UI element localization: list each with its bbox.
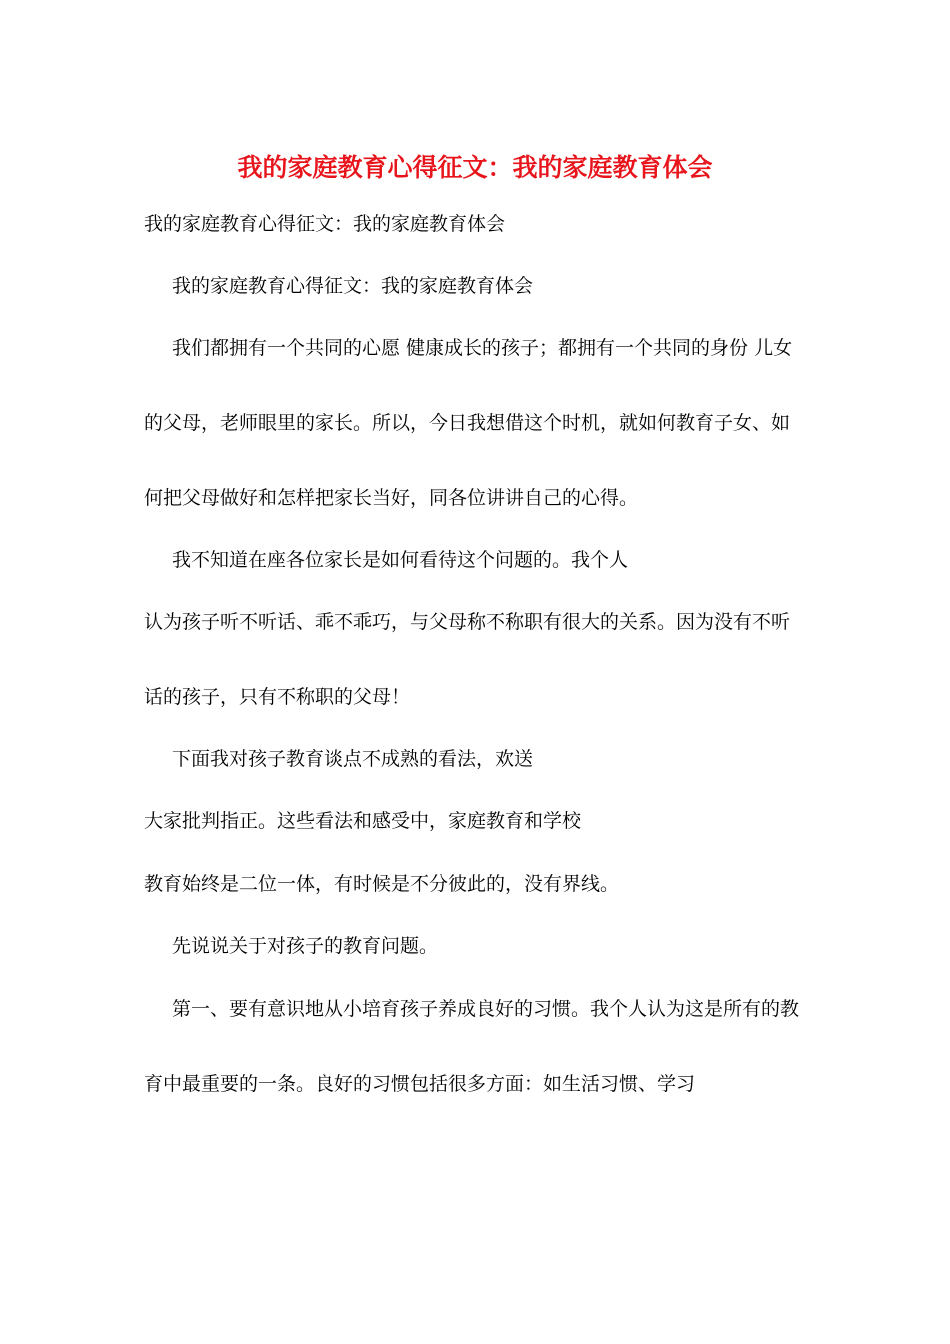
subtitle-line: 我的家庭教育心得征文：我的家庭教育体会 [144,213,506,235]
paragraph-line: 认为孩子听不听话、乖不乖巧，与父母称不称职有很大的关系。因为没有不听 [144,611,791,633]
paragraph-line: 大家批判指正。这些看法和感受中，家庭教育和学校 [144,810,582,832]
paragraph-line: 下面我对孩子教育谈点不成熟的看法，欢送 [172,748,534,770]
paragraph-line: 话的孩子，只有不称职的父母！ [144,686,411,708]
paragraph-line: 第一、要有意识地从小培育孩子养成良好的习惯。我个人认为这是所有的教 [172,998,800,1020]
paragraph-line: 先说说关于对孩子的教育问题。 [172,935,439,957]
paragraph-line: 我不知道在座各位家长是如何看待这个问题的。我个人 [172,549,629,571]
paragraph-line: 教育始终是二位一体，有时候是不分彼此的，没有界线。 [144,873,620,895]
document-title: 我的家庭教育心得征文：我的家庭教育体会 [237,153,713,182]
paragraph-line: 何把父母做好和怎样把家长当好，同各位讲讲自己的心得。 [144,487,639,509]
paragraph-line: 我的家庭教育心得征文：我的家庭教育体会 [172,275,534,297]
paragraph-line: 育中最重要的一条。良好的习惯包括很多方面：如生活习惯、学习 [144,1073,696,1095]
paragraph-line: 我们都拥有一个共同的心愿 健康成长的孩子；都拥有一个共同的身份 儿女 [172,337,793,359]
paragraph-line: 的父母，老师眼里的家长。所以，今日我想借这个时机，就如何教育子女、如 [144,412,791,434]
